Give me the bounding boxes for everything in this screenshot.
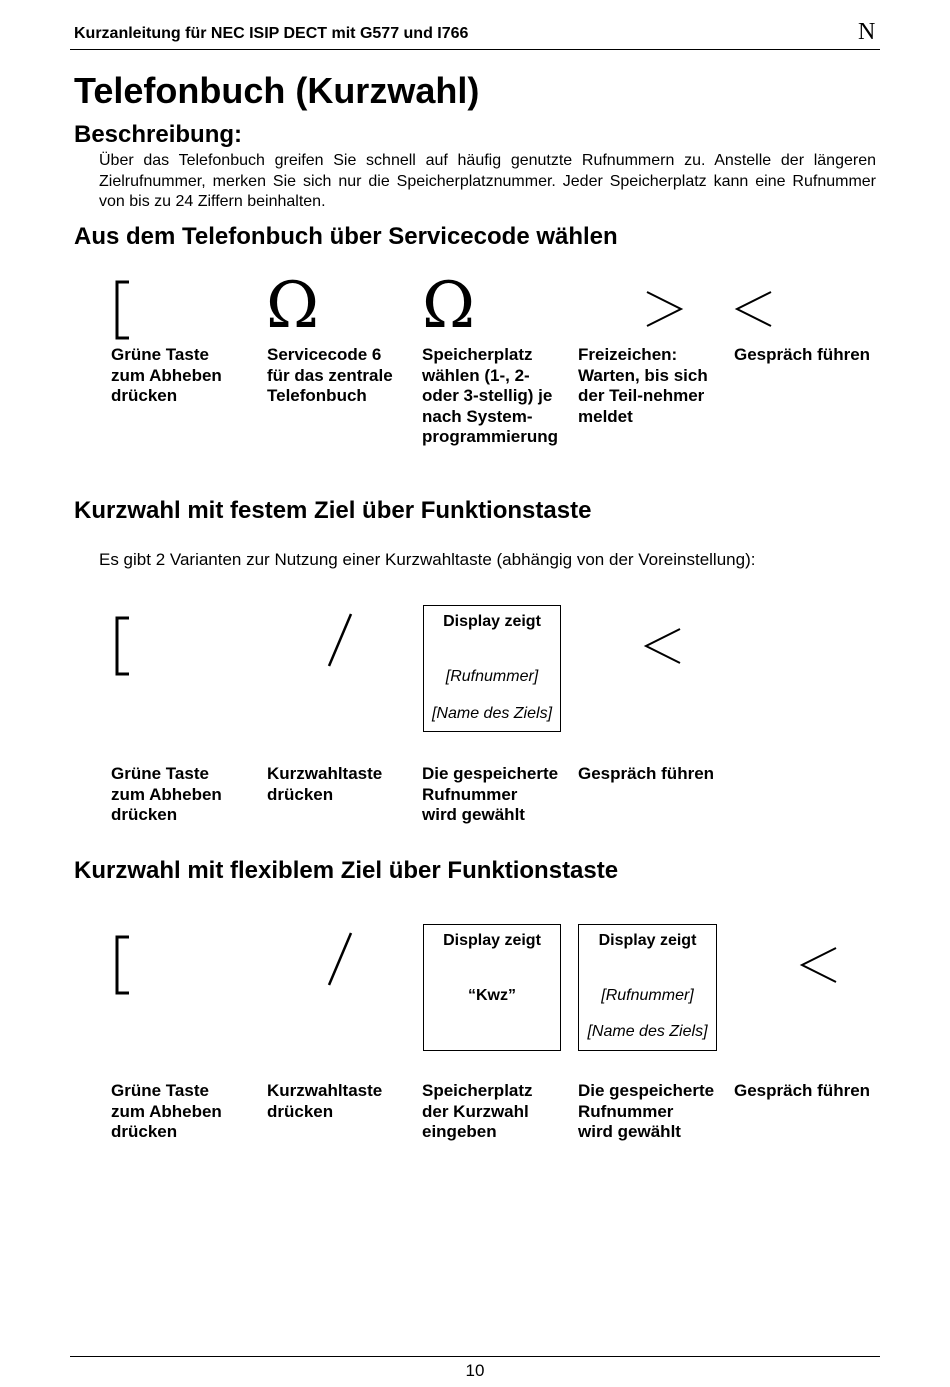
section-fixed-speed-dial-heading: Kurzwahl mit festem Ziel über Funktionstaste xyxy=(74,497,592,524)
step-label: Die gespeicherte Rufnummer wird gewählt xyxy=(422,764,559,824)
display-number: [Rufnummer] xyxy=(601,987,694,1004)
page-title: Telefonbuch (Kurzwahl) xyxy=(74,70,480,111)
step-label: Gespräch führen xyxy=(734,1081,871,1100)
talk-icon xyxy=(735,290,775,330)
keypad-icon: Ω xyxy=(266,269,320,343)
step-label: Freizeichen: Warten, bis sich der Teil-nehmer meldet xyxy=(578,345,708,426)
section-intro-text: Es gibt 2 Varianten zur Nutzung einer Kurzwahltaste (abhängig von der Voreinstellung): xyxy=(99,550,756,569)
step-label: Grüne Taste zum Abheben drücken xyxy=(111,764,222,824)
display-number: [Rufnummer] xyxy=(445,668,539,685)
step-label: Speicherplatz wählen (1-, 2- oder 3-stellig) je nach System- programmierung xyxy=(422,345,559,446)
step-label: Die gespeicherte Rufnummer wird gewählt xyxy=(578,1081,715,1141)
dial-tone-icon xyxy=(645,290,685,330)
speed-dial-key-icon xyxy=(325,612,355,668)
section-flexible-speed-dial-heading: Kurzwahl mit flexiblem Ziel über Funktionstaste xyxy=(74,857,619,884)
section-servicecode-heading: Aus dem Telefonbuch über Servicecode wählen xyxy=(74,223,618,250)
talk-icon xyxy=(644,627,684,667)
step-label: Kurzwahltaste drücken xyxy=(267,764,383,804)
page-number: 10 xyxy=(465,1361,485,1380)
green-key-icon xyxy=(113,616,133,676)
green-key-icon xyxy=(113,280,133,340)
speed-dial-key-icon xyxy=(325,931,355,987)
display-panel xyxy=(423,924,561,1051)
display-title: Display zeigt xyxy=(443,613,541,630)
footer-divider xyxy=(70,1356,880,1357)
display-title: Display zeigt xyxy=(443,932,541,949)
header-title: Kurzanleitung für NEC ISIP DECT mit G577 und I766 xyxy=(74,25,469,42)
display-name: [Name des Ziels] xyxy=(431,705,553,722)
description-heading: Beschreibung: xyxy=(74,121,243,148)
description-text: Über das Telefonbuch greifen Sie schnell auf häufig genutzte Rufnummern zu. Anstelle der längeren Zielrufnummer, merken Sie sich nur die Speicherplatznummer. Jeder Speicherplatz kann eine Rufnummer von bis zu 24 Ziffern beinhalten. xyxy=(99,152,876,210)
display-kwz-text: “Kwz” xyxy=(468,987,516,1004)
step-label: Grüne Taste zum Abheben drücken xyxy=(111,345,222,405)
brand-logo: N xyxy=(858,19,876,45)
talk-icon xyxy=(800,946,840,986)
display-name: [Name des Ziels] xyxy=(587,1023,708,1040)
step-label: Gespräch führen xyxy=(734,345,871,364)
header-divider xyxy=(70,49,880,50)
step-label: Kurzwahltaste drücken xyxy=(267,1081,383,1121)
display-panel xyxy=(423,605,561,732)
step-label: Gespräch führen xyxy=(578,764,715,783)
keypad-icon: Ω xyxy=(422,269,476,343)
green-key-icon xyxy=(113,935,133,995)
step-label: Servicecode 6 für das zentrale Telefonbuch xyxy=(267,345,393,405)
display-title: Display zeigt xyxy=(598,932,697,949)
step-label: Speicherplatz der Kurzwahl eingeben xyxy=(422,1081,533,1141)
step-label: Grüne Taste zum Abheben drücken xyxy=(111,1081,222,1141)
display-panel xyxy=(578,924,717,1051)
